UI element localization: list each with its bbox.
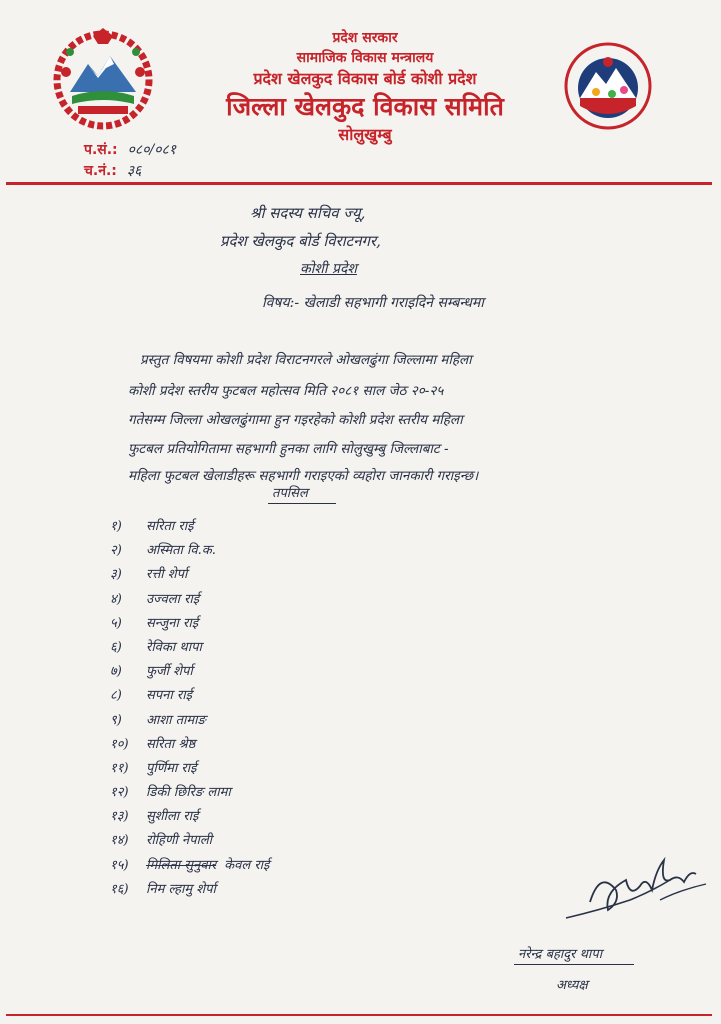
player-list-item [110, 563, 269, 587]
player-list-item [110, 854, 269, 878]
dispatch-number [84, 161, 141, 180]
player-list-item [110, 660, 269, 684]
player-number: १४) [110, 833, 129, 849]
player-list-item [110, 612, 269, 636]
player-name-correction: केवल राई [224, 857, 270, 873]
player-list-item [110, 515, 269, 539]
details-underline [268, 503, 336, 504]
player-list [110, 515, 269, 902]
player-list-item [110, 684, 269, 708]
player-number: १) [110, 519, 122, 534]
reference-value: ०८०/०८१ [127, 142, 177, 158]
body-line: गतेसम्म जिल्ला ओखलढुंगामा हुन गइरहेको कोशी प्रदेश स्तरीय महिला [128, 412, 463, 428]
dispatch-value: ३६ [126, 163, 142, 179]
committee-name: जिल्ला खेलकुद विकास समिति [226, 92, 504, 121]
player-name: रत्ती शेर्पा [146, 567, 188, 583]
player-number: १३) [110, 809, 129, 825]
subject-line: विषय:- खेलाडी सहभागी गराइदिने सम्बन्धमा [262, 295, 484, 311]
reference-number [84, 140, 176, 159]
ministry-name: सामाजिक विकास मन्त्रालय [296, 50, 434, 66]
nepal-emblem-icon [48, 22, 158, 132]
body-line: फुटबल प्रतियोगितामा सहभागी हुनका लागि सोलुखुम्बु जिल्लाबाट - [128, 441, 449, 457]
player-name: अस्मिता वि.क. [146, 543, 216, 559]
player-name: रेविका थापा [146, 639, 202, 655]
header-divider [6, 182, 712, 185]
addressee-line-1: श्री सदस्य सचिव ज्यू, [250, 204, 366, 222]
government-name: प्रदेश सरकार [332, 30, 398, 46]
body-line: महिला फुटबल खेलाडीहरू सहभागी गराइएको व्यहोरा जानकारी गराइन्छ। [128, 468, 479, 484]
board-name: प्रदेश खेलकुद विकास बोर्ड कोशी प्रदेश [253, 69, 477, 88]
player-name: उज्वला राई [146, 591, 200, 607]
body-line: प्रस्तुत विषयमा कोशी प्रदेश विराटनगरले ओखलढुंगा जिल्लामा महिला [140, 352, 472, 368]
player-number: ७) [110, 664, 122, 680]
player-list-item [110, 588, 269, 612]
signatory-underline [514, 964, 634, 965]
player-list-item [110, 709, 269, 733]
signatory-title: अध्यक्ष [556, 978, 588, 993]
player-number: १०) [110, 736, 129, 752]
reference-label: प.सं.: [84, 142, 118, 158]
player-number: ६) [110, 639, 122, 655]
player-name: डिकी छिरिङ लामा [146, 785, 231, 801]
player-list-item [110, 757, 269, 781]
dispatch-label: च.नं.: [84, 163, 117, 179]
player-number: ३) [110, 567, 122, 583]
player-name: सन्जुना राई [146, 615, 199, 631]
player-number: ९) [110, 712, 122, 728]
details-heading: तपसिल [272, 486, 308, 501]
player-name: मिलिता सुनुवार [146, 857, 217, 873]
player-number: ५) [110, 615, 122, 631]
player-name: पुर्णिमा राई [146, 760, 197, 776]
player-name: फुर्जी शेर्पा [146, 664, 193, 680]
footer-divider [6, 1014, 712, 1016]
player-name: सरिता श्रेष्ठ [146, 736, 196, 752]
body-line: कोशी प्रदेश स्तरीय फुटबल महोत्सव मिति २०८१ साल जेठ २०-२५ [128, 383, 444, 399]
player-list-item [110, 733, 269, 757]
district-name: सोलुखुम्बु [338, 125, 392, 144]
player-name: निम ल्हामु शेर्पा [146, 881, 216, 897]
player-list-item [110, 781, 269, 805]
player-number: ४) [110, 591, 122, 607]
handwritten-signature-icon [560, 840, 710, 930]
player-name: सरिता राई [146, 519, 194, 534]
player-list-item [110, 829, 269, 853]
player-number: १६) [110, 881, 129, 897]
player-name: सुशीला राई [146, 809, 199, 825]
addressee-line-3: कोशी प्रदेश [300, 261, 357, 277]
addressee-line-2: प्रदेश खेलकुद बोर्ड विराटनगर, [220, 232, 381, 250]
player-name: सपना राई [146, 688, 192, 704]
player-number: १२) [110, 785, 129, 801]
player-list-item [110, 805, 269, 829]
signatory-name: नरेन्द्र बहादुर थापा [518, 947, 603, 962]
player-name: रोहिणी नेपाली [146, 833, 212, 849]
player-number: ८) [110, 688, 122, 704]
player-number: १५) [110, 857, 129, 873]
player-list-item [110, 636, 269, 660]
player-list-item [110, 539, 269, 563]
sports-board-logo-icon [562, 40, 654, 132]
letterhead [150, 28, 580, 146]
player-name: आशा तामाङ [146, 712, 206, 728]
player-list-item [110, 878, 269, 902]
player-number: ११) [110, 760, 129, 776]
player-number: २) [110, 543, 122, 559]
